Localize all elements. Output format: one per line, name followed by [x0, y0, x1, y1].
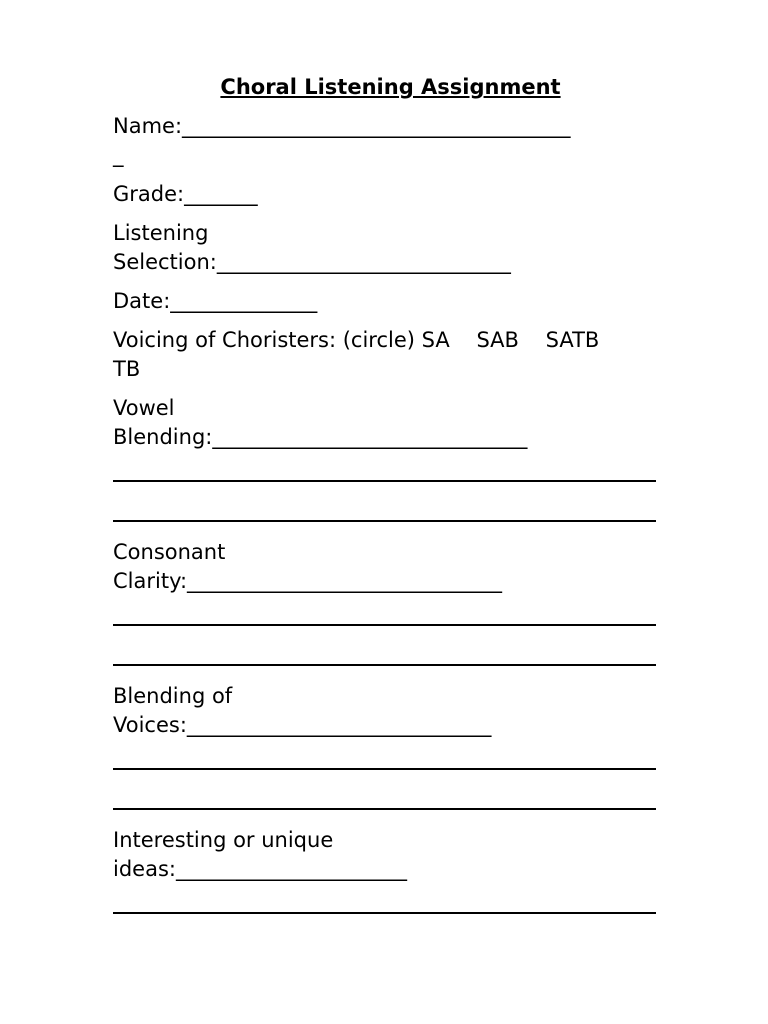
vowel-blending-field[interactable]: Vowel Blending:______________________________ — [113, 396, 528, 449]
date-field[interactable]: Date:______________ — [113, 289, 318, 313]
unique-ideas-field[interactable]: Interesting or unique ideas:______________________ — [113, 828, 407, 881]
listening-selection-field[interactable]: Listening Selection:____________________________ — [113, 221, 511, 274]
blending-of-voices-field[interactable]: Blending of Voices:_____________________________ — [113, 684, 492, 737]
assignment-page — [113, 72, 658, 914]
name-field[interactable]: Name:_____________________________________ _ — [113, 114, 571, 167]
page-title: Choral Listening Assignment — [220, 75, 561, 99]
unique-ideas-line-1[interactable] — [113, 912, 656, 914]
voicing-field[interactable]: Voicing of Choristers: (circle) SA SAB SATB TB — [113, 328, 600, 381]
consonant-clarity-field[interactable]: Consonant Clarity:______________________________ — [113, 540, 503, 593]
grade-field[interactable]: Grade:_______ — [113, 182, 258, 206]
